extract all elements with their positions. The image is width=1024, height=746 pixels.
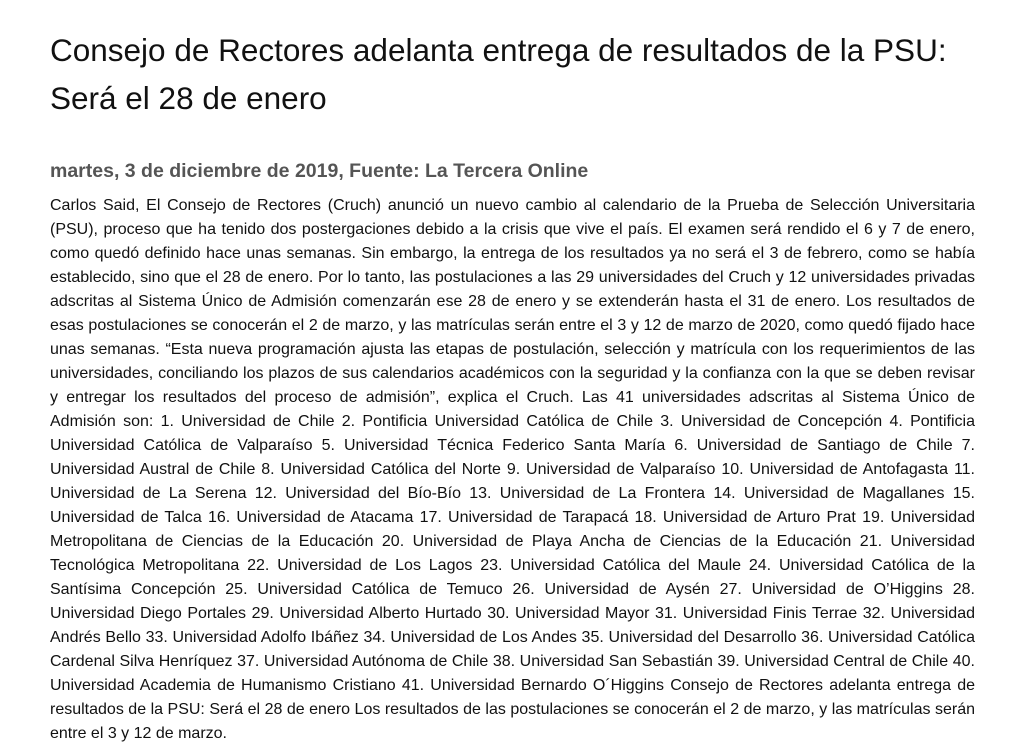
article-title: Consejo de Rectores adelanta entrega de resultados de la PSU: Será el 28 de enero (50, 32, 947, 116)
article (50, 26, 975, 746)
article-date-source: martes, 3 de diciembre de 2019, Fuente: La Tercera Online (50, 160, 589, 182)
article-body: Carlos Said, El Consejo de Rectores (Cruch) anunció un nuevo cambio al calendario de la Prueba de Selección Universitaria (PSU), proceso que ha tenido dos postergaciones debido a la crisis que vive el país. El examen será rendido el 6 y 7 de enero, como quedó definido hace unas semanas. Sin embargo, la entrega de los resultados ya no será el 3 de febrero, como se había establecido, sino que el 28 de enero. Por lo tanto, las postulaciones a las 29 universidades del Cruch y 12 universidades privadas adscritas al Sistema Único de Admisión comenzarán ese 28 de enero y se extenderán hasta el 31 de enero. Los resultados de esas postulaciones se conocerán el 2 de marzo, y las matrículas serán entre el 3 y 12 de marzo de 2020, como quedó fijado hace unas semanas. “Esta nueva programación ajusta las etapas de postulación, selección y matrícula con los requerimientos de las universidades, conciliando los plazos de sus calendarios académicos con la seguridad y la confianza con la que se deben revisar y entregar los resultados del proceso de admisión”, explica el Cruch. Las 41 universidades adscritas al Sistema Único de Admisión son: 1. Universidad de Chile 2. Pontificia Universidad Católica de Chile 3. Universidad de Concepción 4. Pontificia Universidad Católica de Valparaíso 5. Universidad Técnica Federico Santa María 6. Universidad de Santiago de Chile 7. Universidad Austral de Chile 8. Universidad Católica del Norte 9. Universidad de Valparaíso 10. Universidad de Antofagasta 11. Universidad de La Serena 12. Universidad del Bío-Bío 13. Universidad de La Frontera 14. Universidad de Magallanes 15. Universidad de Talca 16. Universidad de Atacama 17. Universidad de Tarapacá 18. Universidad de Arturo Prat 19. Universidad Metropolitana de Ciencias de la Educación 20. Universidad de Playa Ancha de Ciencias de la Educación 21. Universidad Tecnológica Metropolitana 22. Universidad de Los Lagos 23. Universidad Católica del Maule 24. Universidad Católica de la Santísima Concepción 25. Universidad Católica de Temuco 26. Universidad de Aysén 27. Universidad de O’Higgins 28. Universidad Diego Portales 29. Universidad Alberto Hurtado 30. Universidad Mayor 31. Universidad Finis Terrae 32. Universidad Andrés Bello 33. Universidad Adolfo Ibáñez 34. Universidad de Los Andes 35. Universidad del Desarrollo 36. Universidad Católica Cardenal Silva Henríquez 37. Universidad Autónoma de Chile 38. Universidad San Sebastián 39. Universidad Central de Chile 40. Universidad Academia de Humanismo Cristiano 41. Universidad Bernardo O´Higgins Consejo de Rectores adelanta entrega de resultados de la PSU: Será el 28 de enero Los resultados de las postulaciones se conocerán el 2 de marzo, y las matrículas serán entre el 3 y 12 de marzo. (50, 197, 975, 742)
